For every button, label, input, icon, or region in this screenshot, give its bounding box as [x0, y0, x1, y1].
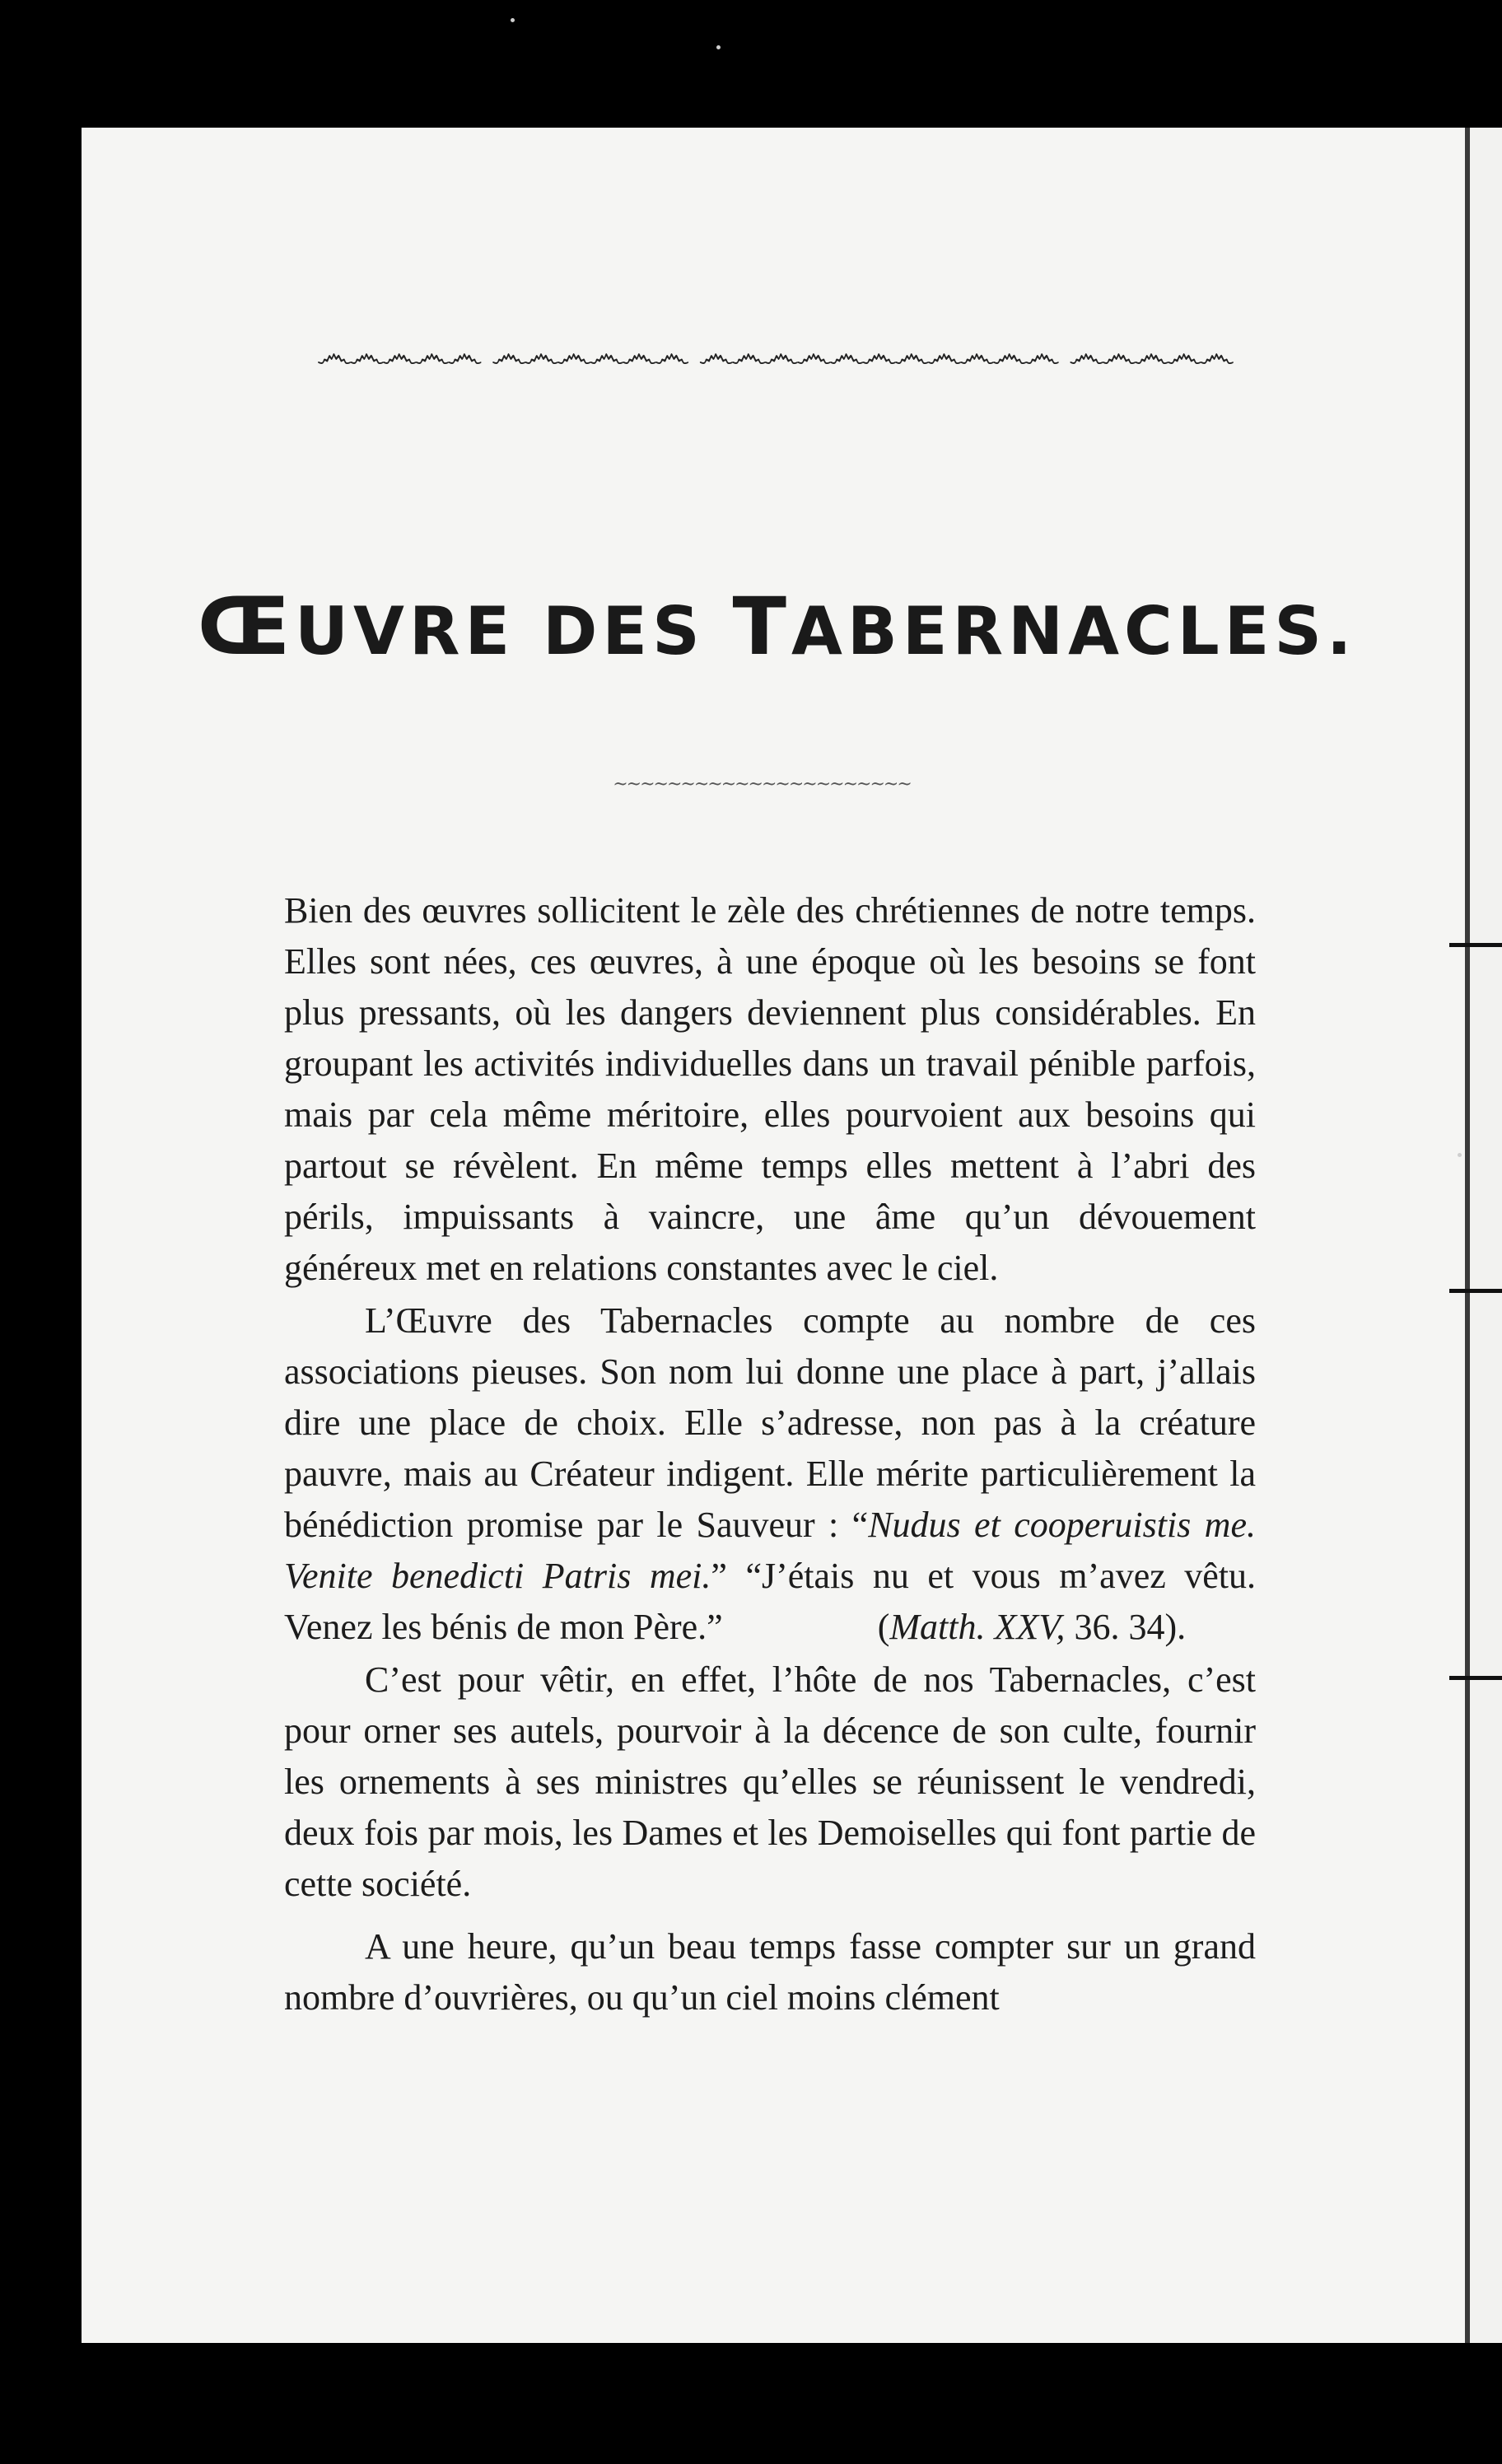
paragraph-2	[284, 1295, 1256, 1653]
latin-quote: Nudus et cooperuistis me. Venite benedicti Patris mei.	[284, 1505, 1256, 1596]
margin-mark	[1449, 1289, 1502, 1293]
paragraph-1: Bien des œuvres sollicitent le zèle des chrétiennes de notre temps. Elles sont nées, ces œuvres, à une époque où les besoins se font plus pressants, où les dangers deviennent plus considérables. En groupant les activités individuelles dans un travail pénible parfois, mais par cela même méritoire, elles pourvoient aux besoins qui partout se révèlent. En même temps elles mettent à l’abri des périls, impuissants à vaincre, une âme qu’un dévouement généreux met en relations constantes avec le ciel.	[284, 890, 1256, 1288]
scripture-reference	[797, 1602, 1186, 1653]
ornament-wave-group: ෴෴෴෴෴	[1068, 332, 1232, 376]
paragraph-3: C’est pour vêtir, en effet, l’hôte de nos Tabernacles, c’est pour orner ses autels, pourvoir à la décence de son culte, fournir les ornements à ses ministres qu’elles se réunissent le vendredi, deux fois par mois, les Dames et les Demoiselles qui font partie de cette société.	[284, 1659, 1256, 1904]
reference-open: (	[877, 1607, 890, 1647]
speck	[716, 45, 721, 49]
reference-book: Matth. XXV,	[889, 1607, 1066, 1647]
ornament-wave-group: ෴෴෴෴෴෴	[491, 332, 687, 376]
title-part-1: UVRE DES	[295, 593, 733, 670]
reference-verses: 36. 34).	[1065, 1607, 1187, 1647]
speck	[1458, 1153, 1462, 1157]
margin-mark	[1449, 943, 1502, 947]
title-part-2: ABERNACLES.	[791, 593, 1357, 670]
paragraph-2-text-b: ” “J’étais nu et vous m’avez vêtu. Venez les bénis de mon Père.”	[284, 1556, 1257, 1647]
paragraph-2-text-a: L’Œuvre des Tabernacles compte au nombre de ces associations pieuses. Son nom lui donne une place à part, j’allais dire une place de choix. Elle s’adresse, non pas à la créature pauvre, mais au Créateur indigent. Elle mérite particulièrement la bénédiction promise par le Sauveur : “	[284, 1300, 1256, 1545]
body-text	[284, 885, 1256, 2023]
next-page-strip	[1470, 128, 1502, 2343]
speck	[511, 18, 515, 22]
paragraph-4: A une heure, qu’un beau temps fasse compter sur un grand nombre d’ouvrières, ou qu’un ciel moins clément	[284, 1926, 1256, 2018]
margin-mark	[1449, 1676, 1502, 1680]
ornament-wave-group: ෴෴෴෴෴	[316, 332, 480, 376]
page-title	[198, 581, 1357, 673]
title-initial-t: T	[732, 581, 792, 673]
title-initial-oe: Œ	[198, 581, 296, 673]
title-divider: ~~~~~~~~~~~~~~~~~~~~~~	[613, 774, 911, 795]
ornament-wave-group: ෴෴෴෴෴෴෴෴෴෴෴	[697, 332, 1057, 376]
header-ornament	[288, 325, 1260, 383]
